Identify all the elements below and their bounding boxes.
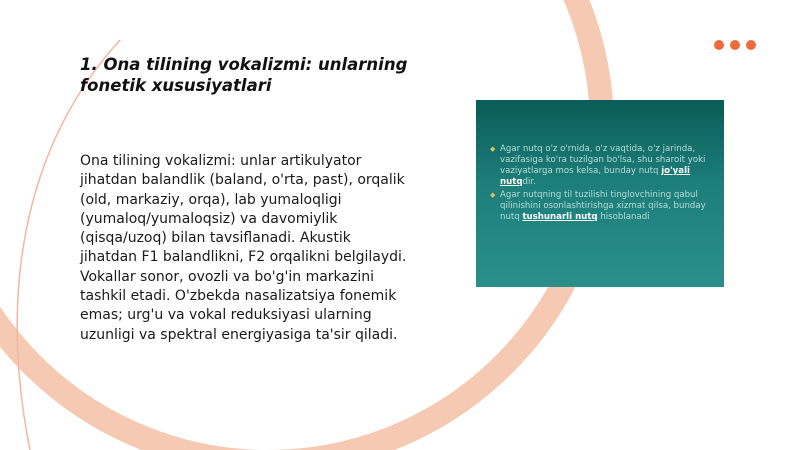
dot-icon xyxy=(730,40,740,50)
slide-image xyxy=(476,100,724,287)
image-bullet-1-highlight: jo'yali nutq xyxy=(500,166,690,187)
image-bullet-2-tail: hisoblanadi xyxy=(600,212,650,222)
image-bullet-1-text: Agar nutq o'z o'rnida, o'z vaqtida, o'z jarinda, vazifasiga ko'ra tuzilgan bo'lsa, shu sharoit yoki vaziyatlarga mos kelsa, bunday nutq xyxy=(500,144,706,176)
image-bullet-2-text: Agar nutqning til tuzilishi tinglovchining qabul qilinishini osonlashtirishga xizmat qilsa, bunday nutq xyxy=(500,190,706,222)
image-bullet-1-tail: dir. xyxy=(522,177,536,187)
menu-dots-icon xyxy=(714,40,756,50)
dot-icon xyxy=(746,40,756,50)
image-text xyxy=(490,144,718,225)
bullet-icon: ◆ xyxy=(490,145,496,153)
bullet-icon: ◆ xyxy=(490,191,496,199)
image-bullet-2 xyxy=(490,190,718,223)
image-bullet-1 xyxy=(490,144,718,188)
slide-body-text: Ona tilining vokalizmi: unlar artikulyator jihatdan balandlik (baland, o'rta, past), orqalik (old, markaziy, orqa), lab yumaloqligi (yumaloq/yumaloqsiz) va davomiylik (qisqa/uzoq) bilan tavsiflanadi. Akustik jihatdan F1 balandlikni, F2 orqalikni belgilaydi. Vokallar sonor, ovozli va bo'g'in markazini tashkil etadi. O'zbekda nasalizatsiya fonemik emas; urg'u va vokal reduksiyasi ularning uzunligi va spektral energiyasiga ta'sir qiladi. xyxy=(80,153,407,343)
image-bullet-2-highlight: tushunarli nutq xyxy=(522,212,598,222)
dot-icon xyxy=(714,40,724,50)
slide-title: 1. Ona tilining vokalizmi: unlarning fonetik xususiyatlari xyxy=(80,55,408,95)
